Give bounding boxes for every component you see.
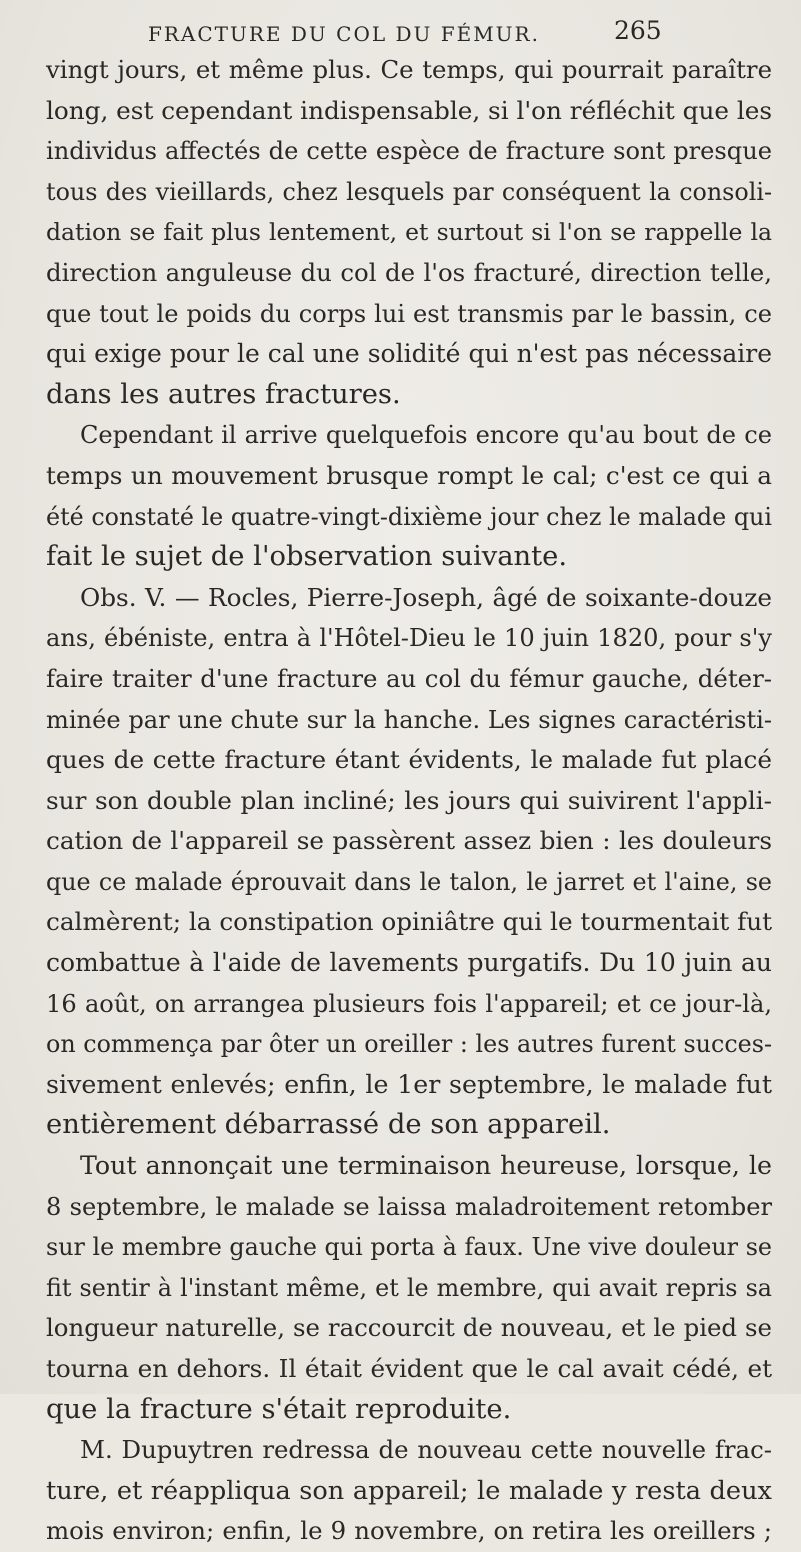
text-line: direction anguleuse du col de l'os fracturé, direction telle, bbox=[46, 257, 772, 287]
text-line: on commença par ôter un oreiller : les autres furent succes- bbox=[46, 1030, 772, 1059]
text-line: sivement enlevés; enfin, le 1er septembre, le malade fut bbox=[46, 1069, 772, 1099]
text-line: sur le membre gauche qui porta à faux. Une vive douleur se bbox=[46, 1233, 772, 1262]
text-line: cation de l'appareil se passèrent assez bien : les douleurs bbox=[46, 826, 772, 856]
text-line: fait le sujet de l'observation suivante. bbox=[46, 541, 568, 573]
text-line: fit sentir à l'instant même, et le membre, qui avait repris sa bbox=[46, 1273, 772, 1302]
text-line: ans, ébéniste, entra à l'Hôtel-Dieu le 10 juin 1820, pour s'y bbox=[46, 624, 772, 653]
body-text bbox=[46, 50, 772, 1552]
text-line: Cependant il arrive quelquefois encore qu'au bout de ce bbox=[80, 421, 772, 450]
text-line: tous des vieillards, chez lesquels par conséquent la consoli- bbox=[46, 177, 772, 206]
text-line: Obs. V. — Rocles, Pierre-Joseph, âgé de soixante-douze bbox=[80, 582, 772, 612]
text-line: dation se fait plus lentement, et surtout si l'on se rappelle la bbox=[46, 218, 772, 247]
text-line: M. Dupuytren redressa de nouveau cette nouvelle frac- bbox=[80, 1435, 772, 1465]
text-line: calmèrent; la constipation opiniâtre qui le tourmentait fut bbox=[46, 907, 773, 937]
text-line: ques de cette fracture étant évidents, le malade fut placé bbox=[46, 745, 772, 775]
text-line: Tout annonçait une terminaison heureuse, lorsque, le bbox=[80, 1151, 772, 1181]
text-line: minée par une chute sur la hanche. Les signes caractéristi- bbox=[46, 705, 772, 734]
text-line: combattue à l'aide de lavements purgatifs. Du 10 juin au bbox=[46, 948, 772, 978]
text-line: dans les autres fractures. bbox=[46, 378, 401, 410]
text-line: tourna en dehors. Il était évident que le cal avait cédé, et bbox=[46, 1354, 772, 1383]
text-line: entièrement débarrassé de son appareil. bbox=[46, 1109, 611, 1141]
text-line: qui exige pour le cal une solidité qui n'est pas nécessaire bbox=[46, 339, 772, 369]
text-line: long, est cependant indispensable, si l'on réfléchit que les bbox=[46, 95, 772, 125]
text-line: temps un mouvement brusque rompt le cal; c'est ce qui a bbox=[46, 460, 772, 490]
text-line: que tout le poids du corps lui est transmis par le bassin, ce bbox=[46, 299, 772, 328]
text-line: 8 septembre, le malade se laissa maladroitement retomber bbox=[46, 1192, 772, 1221]
running-title: FRACTURE DU COL DU FÉMUR. bbox=[148, 22, 540, 46]
running-head bbox=[148, 10, 688, 48]
text-line: 16 août, on arrangea plusieurs fois l'appareil; et ce jour-là, bbox=[46, 989, 772, 1018]
text-line: individus affectés de cette espèce de fracture sont presque bbox=[46, 137, 772, 166]
text-line: mois environ; enfin, le 9 novembre, on retira les oreillers ; bbox=[46, 1516, 772, 1546]
text-line: été constaté le quatre-vingt-dixième jour chez le malade qui bbox=[46, 502, 772, 531]
text-line: faire traiter d'une fracture au col du fémur gauche, déter- bbox=[46, 663, 772, 693]
page-number: 265 bbox=[614, 16, 662, 45]
text-line: longueur naturelle, se raccourcit de nouveau, et le pied se bbox=[46, 1313, 772, 1343]
text-line: ture, et réappliqua son appareil; le malade y resta deux bbox=[46, 1475, 772, 1506]
text-line: sur son double plan incliné; les jours qui suivirent l'appli- bbox=[46, 785, 772, 815]
text-line: que ce malade éprouvait dans le talon, le jarret et l'aine, se bbox=[46, 867, 772, 896]
text-line: vingt jours, et même plus. Ce temps, qui pourrait paraître bbox=[46, 55, 772, 84]
text-line: que la fracture s'était reproduite. bbox=[46, 1393, 512, 1425]
